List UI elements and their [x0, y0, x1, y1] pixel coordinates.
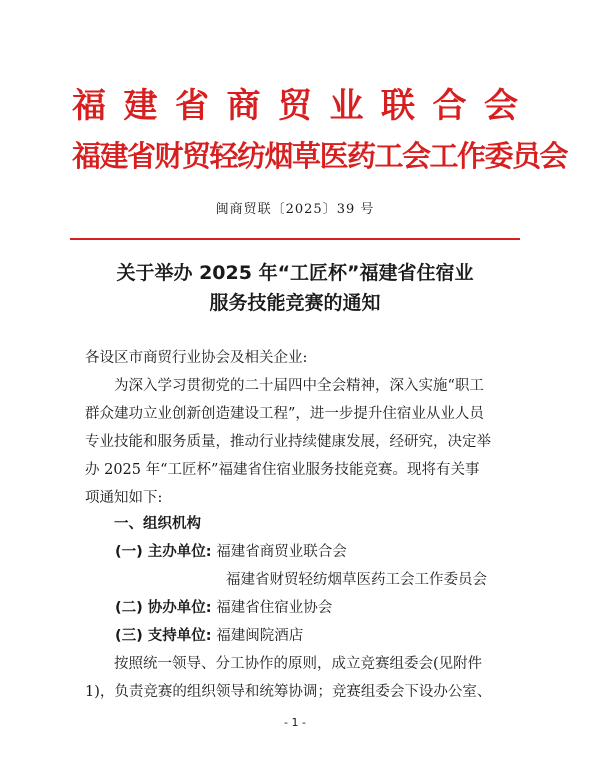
committee-paragraph — [85, 650, 505, 706]
organizer-value: 福建省商贸业联合会 — [216, 544, 347, 560]
paragraph-line: 按照统一领导、分工协作的原则，成立竞赛组委会(见附件 — [114, 656, 483, 672]
issuer-header-1-char: 联 — [381, 86, 415, 126]
supporter-value: 福建闽院酒店 — [216, 628, 304, 644]
paragraph-line: 为深入学习贯彻党的二十届四中全会精神，深入实施“职工 — [114, 378, 484, 394]
paragraph-line: 群众建功立业创新创造建设工程”，进一步提升住宿业从业人员 — [85, 406, 484, 422]
organizer-label: (一) 主办单位: — [115, 544, 212, 560]
paragraph-line: 1)，负责竞赛的组织领导和统筹协调；竞赛组委会下设办公室、 — [85, 684, 492, 700]
issuer-header-2: 福建省财贸轻纺烟草医药工会工作委员会 — [72, 139, 568, 173]
document-title-line-2: 服务技能竞赛的通知 — [209, 292, 381, 314]
salutation: 各设区市商贸行业协会及相关企业: — [85, 350, 308, 366]
paragraph-line: 办 2025 年“工匠杯”福建省住宿业服务技能竞赛。现将有关事 — [85, 462, 480, 478]
issuer-header-1-char: 福 — [72, 86, 106, 126]
issuer-header-1-char: 合 — [432, 86, 467, 126]
organizer-value-2: 福建省财贸轻纺烟草医药工会工作委员会 — [226, 572, 487, 588]
co-organizer-row — [115, 594, 332, 622]
red-divider-rule — [70, 238, 520, 240]
intro-paragraph — [85, 372, 505, 512]
issuer-header-1-char: 商 — [226, 86, 261, 126]
paragraph-line: 项通知如下: — [85, 490, 163, 506]
issuer-header-1-char: 贸 — [278, 86, 312, 126]
issuer-header-1-char: 会 — [484, 86, 518, 126]
issuer-header-1-char: 建 — [123, 86, 158, 126]
organizer-row — [115, 538, 347, 566]
issuer-header-1-char: 省 — [175, 86, 209, 126]
supporter-label: (三) 支持单位: — [115, 628, 212, 644]
paragraph-line: 专业技能和服务质量，推动行业持续健康发展，经研究，决定举 — [85, 434, 491, 450]
co-organizer-value: 福建省住宿业协会 — [216, 600, 333, 616]
document-number: 闽商贸联〔2025〕39 号 — [215, 202, 375, 217]
document-title-line-1: 关于举办 2025 年“工匠杯”福建省住宿业 — [116, 262, 474, 284]
issuer-header-1-char: 业 — [329, 86, 364, 126]
issuer-header-1 — [72, 86, 518, 126]
section-heading-organization: 一、组织机构 — [114, 516, 201, 532]
co-organizer-label: (二) 协办单位: — [115, 600, 212, 616]
supporter-row — [115, 622, 303, 650]
page-number: - 1 - — [284, 716, 306, 729]
